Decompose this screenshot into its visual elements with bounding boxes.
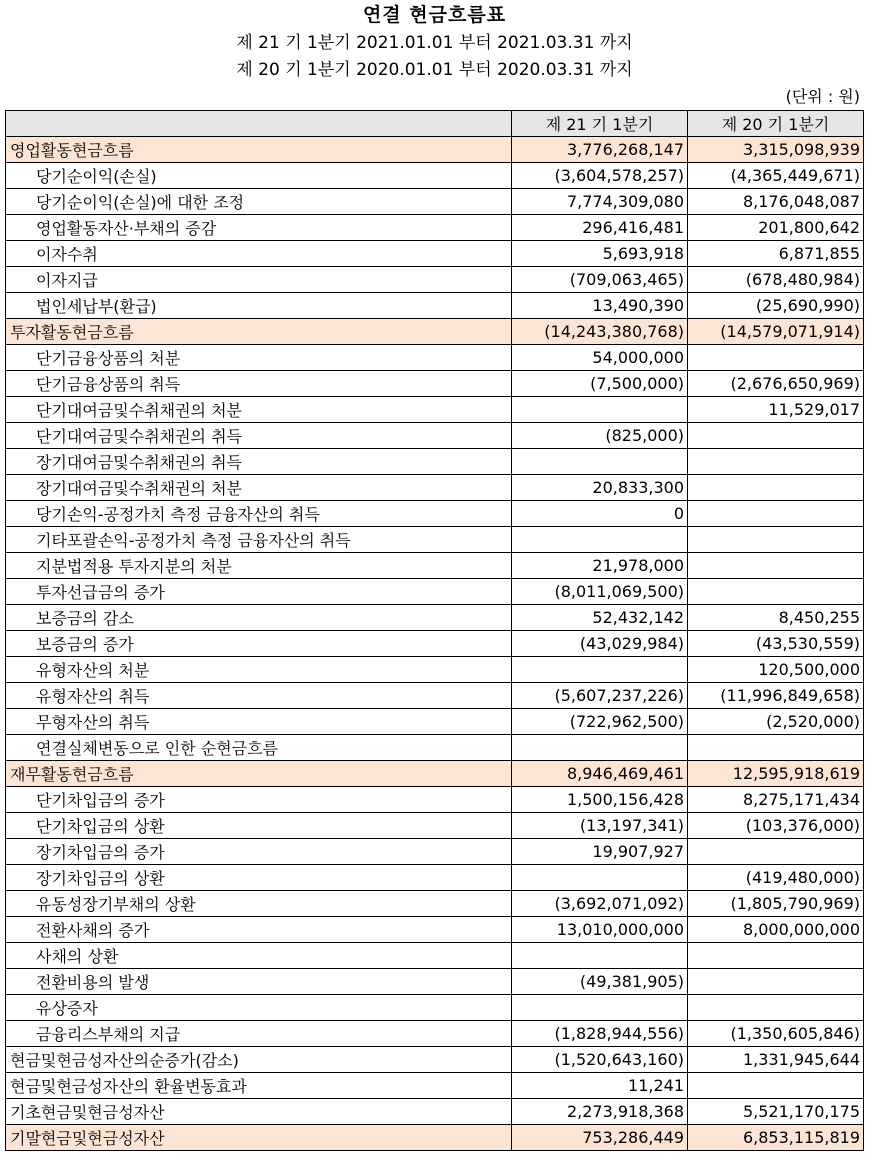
- row-label: 유형자산의 처분: [6, 657, 512, 683]
- row-value-prior: [688, 553, 864, 579]
- row-value-current: 296,416,481: [512, 215, 688, 241]
- row-label: 영업활동자산·부채의 증감: [6, 215, 512, 241]
- row-value-prior: [688, 423, 864, 449]
- row-value-current: (722,962,500): [512, 709, 688, 735]
- row-value-current: 20,833,300: [512, 475, 688, 501]
- table-row: [6, 865, 864, 891]
- row-label: 기말현금및현금성자산: [6, 1125, 512, 1151]
- row-value-current: [512, 397, 688, 423]
- row-value-prior: 120,500,000: [688, 657, 864, 683]
- row-value-prior: (103,376,000): [688, 813, 864, 839]
- table-row: [6, 293, 864, 319]
- row-value-prior: [688, 475, 864, 501]
- row-value-current: 753,286,449: [512, 1125, 688, 1151]
- row-label: 이자수취: [6, 241, 512, 267]
- table-row: [6, 397, 864, 423]
- row-value-prior: [688, 943, 864, 969]
- row-value-prior: 201,800,642: [688, 215, 864, 241]
- row-value-prior: 12,595,918,619: [688, 761, 864, 787]
- row-value-current: (5,607,237,226): [512, 683, 688, 709]
- table-header-row: [6, 111, 864, 137]
- column-header-label: [6, 111, 512, 137]
- row-value-prior: [688, 995, 864, 1021]
- statement-header: [0, 0, 869, 84]
- row-value-prior: (678,480,984): [688, 267, 864, 293]
- table-body: [6, 137, 864, 1151]
- row-label: 투자활동현금흐름: [6, 319, 512, 345]
- row-value-current: (14,243,380,768): [512, 319, 688, 345]
- table-row: [6, 501, 864, 527]
- table-row: [6, 137, 864, 163]
- row-value-prior: [688, 735, 864, 761]
- table-row: [6, 163, 864, 189]
- row-value-current: 2,273,918,368: [512, 1099, 688, 1125]
- table-row: [6, 1047, 864, 1073]
- row-value-current: (49,381,905): [512, 969, 688, 995]
- row-label: 유상증자: [6, 995, 512, 1021]
- row-label: 장기대여금및수취채권의 취득: [6, 449, 512, 475]
- table-row: [6, 761, 864, 787]
- row-label: 투자선급금의 증가: [6, 579, 512, 605]
- row-label: 단기차입금의 증가: [6, 787, 512, 813]
- table-row: [6, 1125, 864, 1151]
- row-label: 단기금융상품의 처분: [6, 345, 512, 371]
- table-row: [6, 605, 864, 631]
- row-value-current: [512, 943, 688, 969]
- row-value-prior: [688, 345, 864, 371]
- row-value-prior: (2,520,000): [688, 709, 864, 735]
- row-value-prior: (43,530,559): [688, 631, 864, 657]
- row-label: 유동성장기부채의 상환: [6, 891, 512, 917]
- table-row: [6, 787, 864, 813]
- row-value-current: (825,000): [512, 423, 688, 449]
- table-row: [6, 943, 864, 969]
- table-row: [6, 215, 864, 241]
- row-value-current: (8,011,069,500): [512, 579, 688, 605]
- row-value-prior: [688, 449, 864, 475]
- row-label: 재무활동현금흐름: [6, 761, 512, 787]
- row-label: 영업활동현금흐름: [6, 137, 512, 163]
- row-value-current: (13,197,341): [512, 813, 688, 839]
- table-row: [6, 917, 864, 943]
- row-label: 현금및현금성자산의순증가(감소): [6, 1047, 512, 1073]
- row-value-prior: 11,529,017: [688, 397, 864, 423]
- row-value-prior: (2,676,650,969): [688, 371, 864, 397]
- row-value-prior: [688, 579, 864, 605]
- table-row: [6, 579, 864, 605]
- row-value-prior: (1,350,605,846): [688, 1021, 864, 1047]
- row-label: 단기차입금의 상환: [6, 813, 512, 839]
- row-value-prior: 5,521,170,175: [688, 1099, 864, 1125]
- row-value-current: 3,776,268,147: [512, 137, 688, 163]
- row-value-prior: 8,176,048,087: [688, 189, 864, 215]
- row-value-prior: [688, 527, 864, 553]
- table-row: [6, 189, 864, 215]
- table-row: [6, 683, 864, 709]
- table-row: [6, 891, 864, 917]
- row-value-current: [512, 527, 688, 553]
- table-row: [6, 319, 864, 345]
- row-value-current: (709,063,465): [512, 267, 688, 293]
- table-row: [6, 423, 864, 449]
- row-label: 사채의 상환: [6, 943, 512, 969]
- table-row: [6, 969, 864, 995]
- row-value-prior: 6,871,855: [688, 241, 864, 267]
- row-label: 지분법적용 투자지분의 처분: [6, 553, 512, 579]
- row-value-prior: 6,853,115,819: [688, 1125, 864, 1151]
- row-value-prior: 8,000,000,000: [688, 917, 864, 943]
- statement-title: 연결 현금흐름표: [362, 4, 507, 26]
- row-value-prior: (1,805,790,969): [688, 891, 864, 917]
- table-row: [6, 449, 864, 475]
- table-row: [6, 839, 864, 865]
- table-row: [6, 735, 864, 761]
- row-value-current: (3,604,578,257): [512, 163, 688, 189]
- row-value-current: (3,692,071,092): [512, 891, 688, 917]
- table-row: [6, 813, 864, 839]
- row-value-current: (43,029,984): [512, 631, 688, 657]
- row-value-current: 8,946,469,461: [512, 761, 688, 787]
- row-value-current: 0: [512, 501, 688, 527]
- row-value-current: 5,693,918: [512, 241, 688, 267]
- row-label: 기타포괄손익-공정가치 측정 금융자산의 취득: [6, 527, 512, 553]
- table-row: [6, 475, 864, 501]
- column-header-current: 제 21 기 1분기: [512, 111, 688, 137]
- row-value-current: [512, 865, 688, 891]
- row-label: 단기금융상품의 취득: [6, 371, 512, 397]
- row-value-prior: [688, 839, 864, 865]
- table-row: [6, 371, 864, 397]
- row-label: 현금및현금성자산의 환율변동효과: [6, 1073, 512, 1099]
- table-row: [6, 709, 864, 735]
- row-label: 장기대여금및수취채권의 처분: [6, 475, 512, 501]
- row-label: 전환비용의 발생: [6, 969, 512, 995]
- row-label: 이자지급: [6, 267, 512, 293]
- row-value-prior: 1,331,945,644: [688, 1047, 864, 1073]
- row-value-current: (1,828,944,556): [512, 1021, 688, 1047]
- row-value-current: 13,490,390: [512, 293, 688, 319]
- table-row: [6, 1099, 864, 1125]
- row-value-prior: 8,275,171,434: [688, 787, 864, 813]
- row-value-prior: [688, 1073, 864, 1099]
- row-label: 기초현금및현금성자산: [6, 1099, 512, 1125]
- row-label: 단기대여금및수취채권의 취득: [6, 423, 512, 449]
- table-row: [6, 1073, 864, 1099]
- table-row: [6, 267, 864, 293]
- row-value-prior: 8,450,255: [688, 605, 864, 631]
- row-label: 당기손익-공정가치 측정 금융자산의 취득: [6, 501, 512, 527]
- table-row: [6, 345, 864, 371]
- table-row: [6, 657, 864, 683]
- table-row: [6, 241, 864, 267]
- unit-label: (단위 : 원): [785, 87, 860, 106]
- row-label: 보증금의 증가: [6, 631, 512, 657]
- row-value-current: 13,010,000,000: [512, 917, 688, 943]
- row-value-current: 11,241: [512, 1073, 688, 1099]
- row-label: 전환사채의 증가: [6, 917, 512, 943]
- period-current: 제 21 기 1분기 2021.01.01 부터 2021.03.31 까지: [236, 33, 633, 53]
- row-value-prior: [688, 501, 864, 527]
- period-prior: 제 20 기 1분기 2020.01.01 부터 2020.03.31 까지: [236, 60, 633, 80]
- row-value-current: 52,432,142: [512, 605, 688, 631]
- row-value-current: (1,520,643,160): [512, 1047, 688, 1073]
- row-value-prior: (419,480,000): [688, 865, 864, 891]
- row-label: 장기차입금의 상환: [6, 865, 512, 891]
- row-label: 유형자산의 취득: [6, 683, 512, 709]
- row-value-current: 7,774,309,080: [512, 189, 688, 215]
- table-row: [6, 1021, 864, 1047]
- row-value-current: 1,500,156,428: [512, 787, 688, 813]
- row-label: 장기차입금의 증가: [6, 839, 512, 865]
- row-value-current: (7,500,000): [512, 371, 688, 397]
- row-label: 보증금의 감소: [6, 605, 512, 631]
- row-label: 무형자산의 취득: [6, 709, 512, 735]
- row-value-prior: (25,690,990): [688, 293, 864, 319]
- row-value-prior: (4,365,449,671): [688, 163, 864, 189]
- row-value-current: 54,000,000: [512, 345, 688, 371]
- row-label: 단기대여금및수취채권의 처분: [6, 397, 512, 423]
- row-value-current: [512, 449, 688, 475]
- row-label: 당기순이익(손실): [6, 163, 512, 189]
- row-label: 법인세납부(환급): [6, 293, 512, 319]
- row-label: 금융리스부채의 지급: [6, 1021, 512, 1047]
- table-row: [6, 553, 864, 579]
- table-row: [6, 631, 864, 657]
- cash-flow-table: [5, 110, 864, 1151]
- table-row: [6, 995, 864, 1021]
- table-row: [6, 527, 864, 553]
- column-header-prior: 제 20 기 1분기: [688, 111, 864, 137]
- row-value-prior: (11,996,849,658): [688, 683, 864, 709]
- row-label: 연결실체변동으로 인한 순현금흐름: [6, 735, 512, 761]
- row-label: 당기순이익(손실)에 대한 조정: [6, 189, 512, 215]
- row-value-prior: (14,579,071,914): [688, 319, 864, 345]
- row-value-current: 19,907,927: [512, 839, 688, 865]
- row-value-prior: 3,315,098,939: [688, 137, 864, 163]
- row-value-current: [512, 735, 688, 761]
- row-value-current: [512, 995, 688, 1021]
- row-value-current: 21,978,000: [512, 553, 688, 579]
- row-value-prior: [688, 969, 864, 995]
- row-value-current: [512, 657, 688, 683]
